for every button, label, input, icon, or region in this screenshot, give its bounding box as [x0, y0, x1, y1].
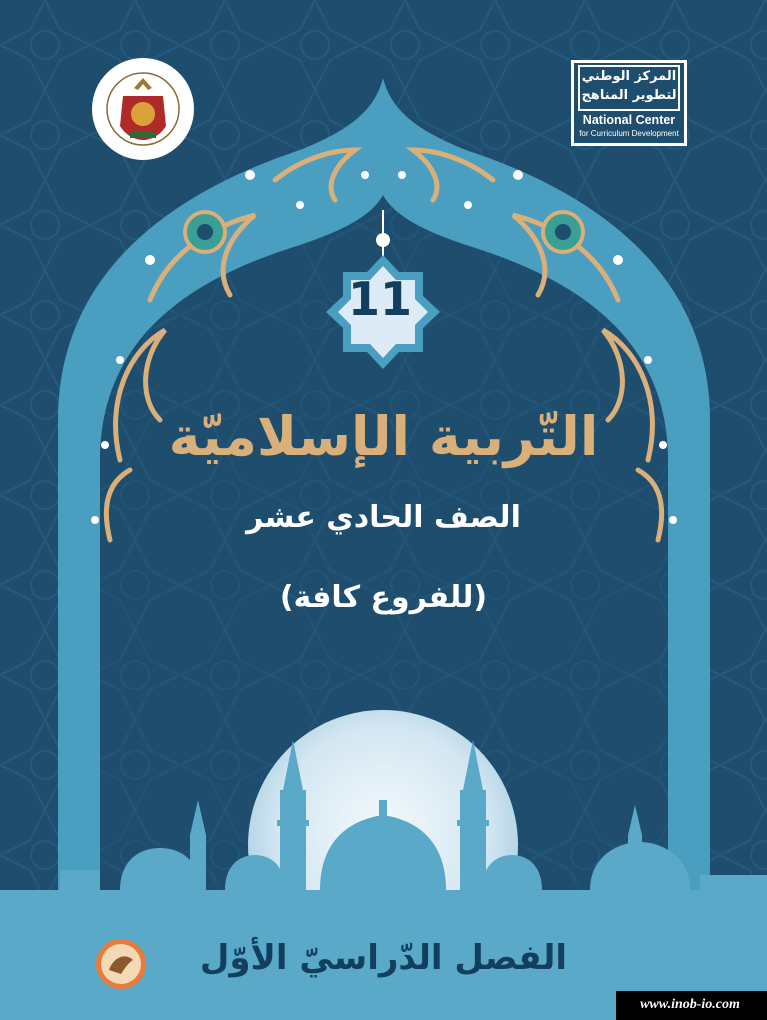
grade-label: الصف الحادي عشر [246, 500, 521, 535]
ncc-logo [571, 60, 687, 146]
grade-number: 11 [347, 272, 412, 326]
ncc-english-name: National Center [582, 113, 676, 127]
watermark [616, 991, 767, 1020]
ncc-arabic-name: المركز الوطني لتطوير المناهج [578, 65, 680, 111]
ministry-seal [90, 56, 196, 162]
ncc-english-subtitle: for Curriculum Development [579, 129, 679, 138]
book-title: التّربية الإسلاميّة [168, 405, 599, 468]
watermark-text: www.inob-io.com [640, 997, 740, 1012]
branches-label: (للفروع كافة) [279, 580, 488, 615]
publisher-badge [95, 938, 147, 990]
semester-label: الفصل الدّراسيّ الأوّل [199, 938, 568, 978]
